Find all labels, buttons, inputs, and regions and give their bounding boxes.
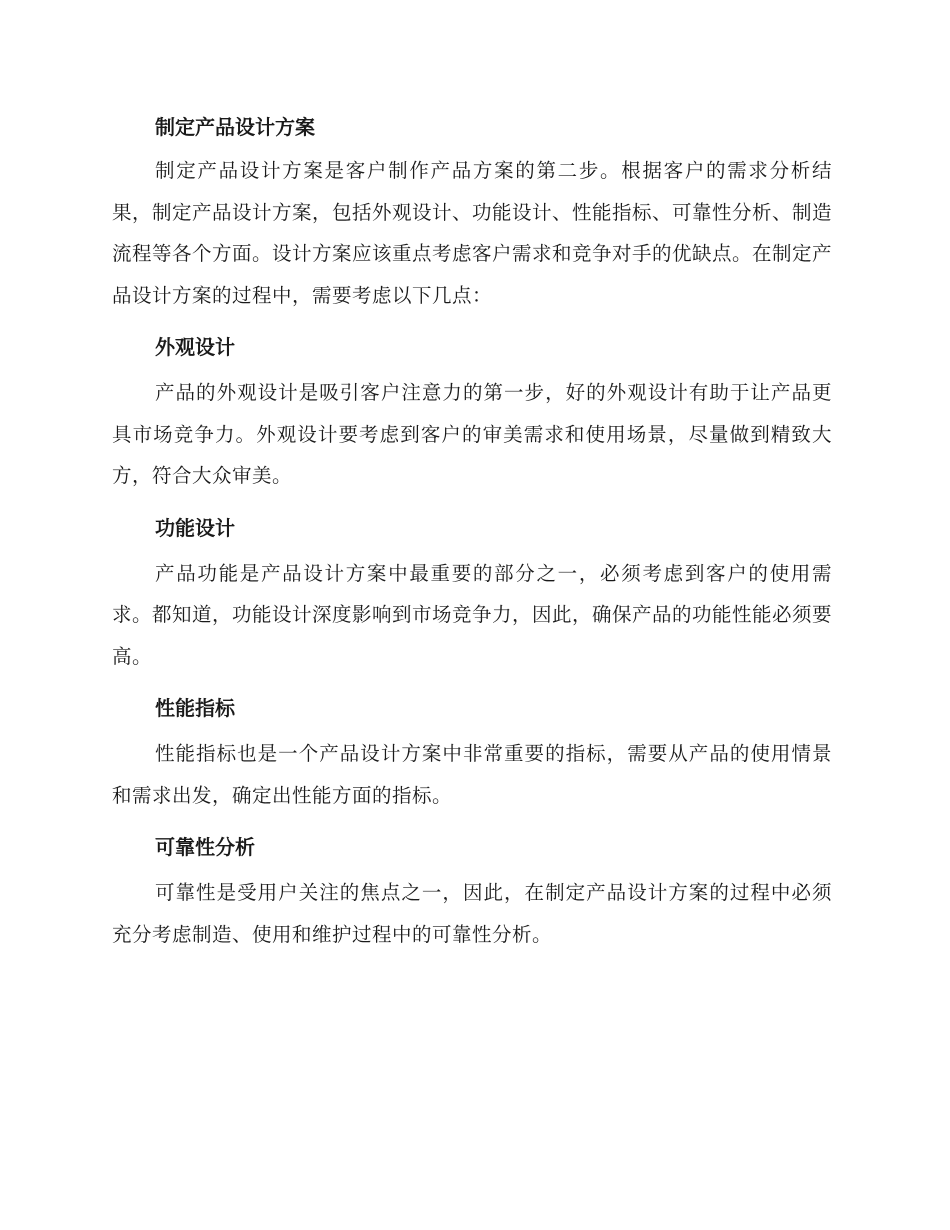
section-body-function-design: 产品功能是产品设计方案中最重要的部分之一，必须考虑到客户的使用需求。都知道，功能设计深度影响到市场竞争力，因此，确保产品的功能性能必须要高。 [112,561,833,668]
section-heading-performance-metrics: 性能指标 [155,696,235,720]
section-body-appearance-design: 产品的外观设计是吸引客户注意力的第一步，好的外观设计有助于让产品更具市场竞争力。外观设计要考虑到客户的审美需求和使用场景，尽量做到精致大方，符合大众审美。 [112,381,832,487]
section-body-product-design-plan: 制定产品设计方案是客户制作产品方案的第二步。根据客户的需求分析结果，制定产品设计方案，包括外观设计、功能设计、性能指标、可靠性分析、制造流程等各个方面。设计方案应该重点考虑客户需求和竞争对手的优缺点。在制定产品设计方案的过程中，需要考虑以下几点： [112,159,833,307]
section-heading-function-design: 功能设计 [155,515,235,540]
section-body-reliability-analysis: 可靠性是受用户关注的焦点之一，因此，在制定产品设计方案的过程中必须充分考虑制造、使用和维护过程中的可靠性分析。 [112,881,832,946]
section-heading-appearance-design: 外观设计 [155,335,235,359]
section-body-performance-metrics: 性能指标也是一个产品设计方案中非常重要的指标，需要从产品的使用情景和需求出发，确定出性能方面的指标。 [112,742,832,807]
section-heading-product-design-plan: 制定产品设计方案 [155,115,315,139]
section-heading-reliability-analysis: 可靠性分析 [155,835,255,859]
document-page [112,108,832,955]
